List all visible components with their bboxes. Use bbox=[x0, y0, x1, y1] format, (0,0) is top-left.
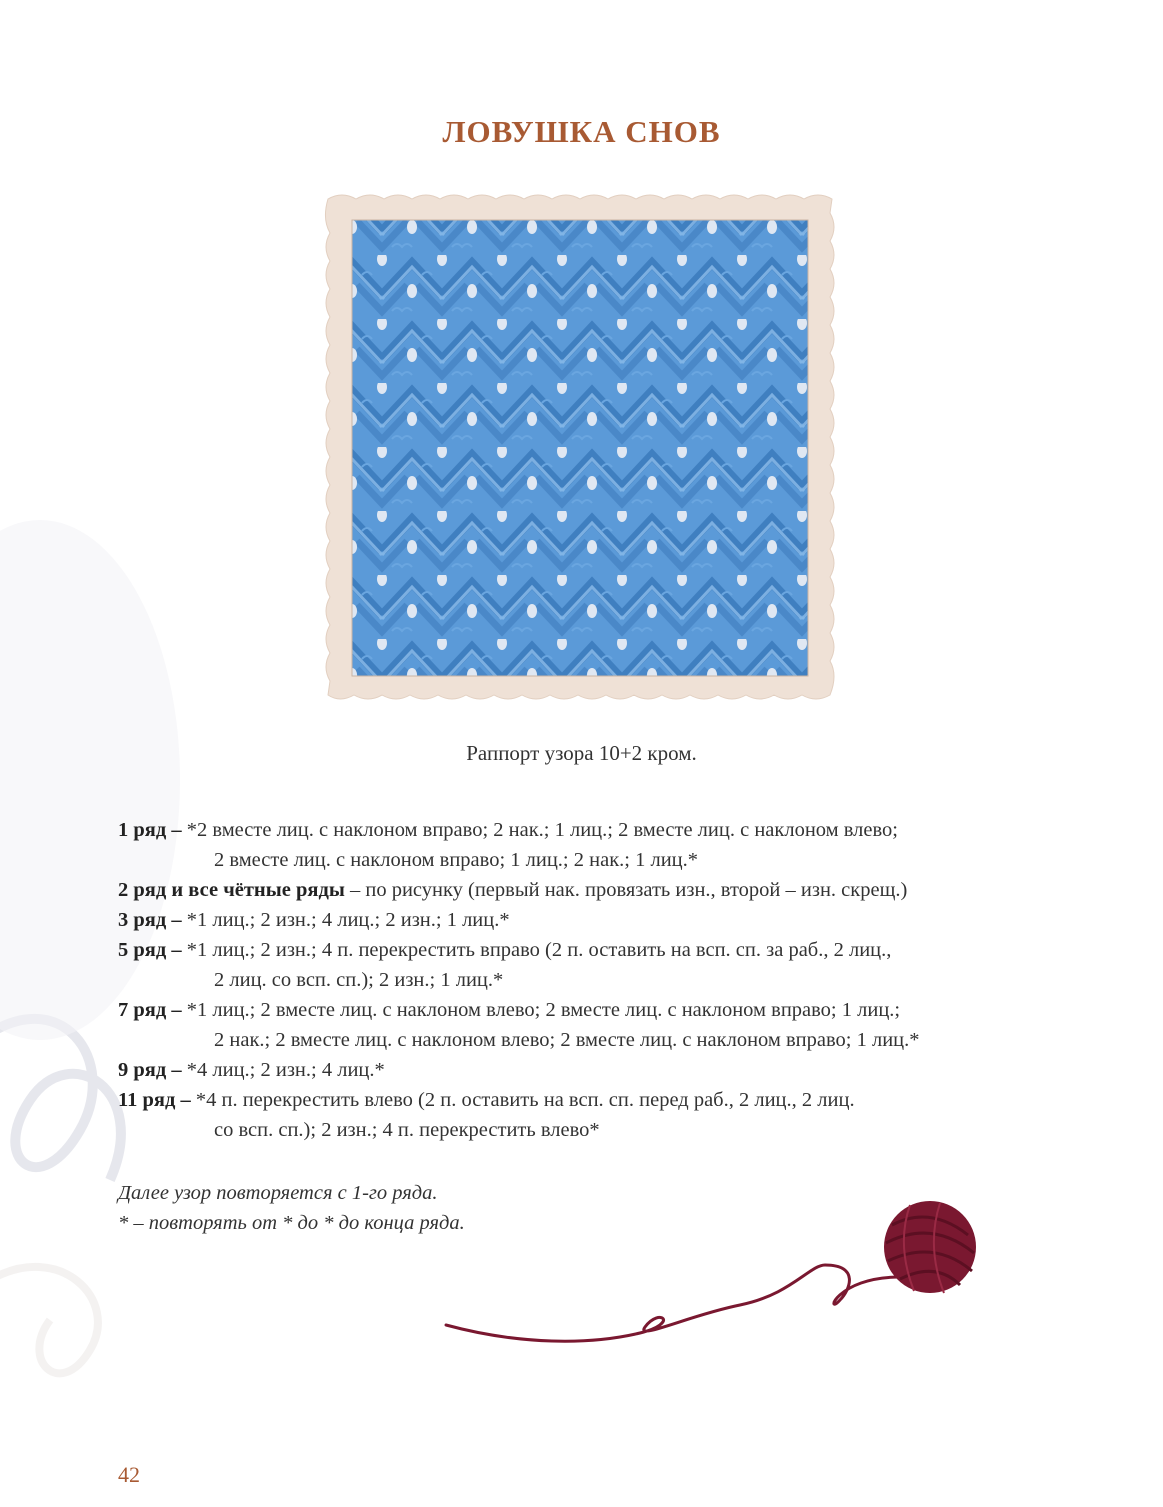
row-text: *1 лиц.; 2 изн.; 4 лиц.; 2 изн.; 1 лиц.* bbox=[186, 909, 510, 931]
row-text: *1 лиц.; 2 вместе лиц. с наклоном влево; 2 вместе лиц. с наклоном вправо; 1 лиц.; bbox=[186, 999, 901, 1021]
row-continuation: 2 вместе лиц. с наклоном вправо; 1 лиц.; 2 нак.; 1 лиц.* bbox=[214, 849, 699, 871]
row-label: 3 ряд – bbox=[118, 909, 187, 931]
row-label: 9 ряд – bbox=[118, 1059, 187, 1081]
row-text: *4 п. перекрестить влево (2 п. оставить на всп. сп. перед раб., 2 лиц., 2 лиц. bbox=[195, 1089, 855, 1111]
row-text: *2 вместе лиц. с наклоном вправо; 2 нак.; 1 лиц.; 2 вместе лиц. с наклоном влево; bbox=[186, 819, 898, 841]
row-instructions bbox=[118, 815, 1046, 1145]
asterisk-note: * – повторять от * до * до конца ряда. bbox=[118, 1212, 465, 1234]
yarn-ball-icon bbox=[440, 1195, 1000, 1355]
row-label: 5 ряд – bbox=[118, 939, 187, 961]
row-continuation: 2 лиц. со всп. сп.); 2 изн.; 1 лиц.* bbox=[214, 969, 504, 991]
row-11-instruction bbox=[118, 1085, 1046, 1145]
row-label: 2 ряд и все чётные ряды bbox=[118, 879, 345, 901]
row-continuation: 2 нак.; 2 вместе лиц. с наклоном влево; 2 вместе лиц. с наклоном вправо; 1 лиц.* bbox=[214, 1029, 920, 1051]
knitted-swatch-photo bbox=[322, 191, 838, 703]
page-title: ЛОВУШКА СНОВ bbox=[442, 114, 721, 149]
row-text: – по рисунку (первый нак. провязать изн., второй – изн. скрещ.) bbox=[344, 879, 908, 901]
row-7-instruction bbox=[118, 995, 1046, 1055]
row-2-instruction bbox=[118, 875, 1046, 905]
row-continuation: со всп. сп.); 2 изн.; 4 п. перекрестить влево* bbox=[214, 1119, 600, 1141]
row-label: 1 ряд – bbox=[118, 819, 187, 841]
row-text: *1 лиц.; 2 изн.; 4 п. перекрестить вправо (2 п. оставить на всп. сп. за раб., 2 лиц., bbox=[186, 939, 892, 961]
row-1-instruction bbox=[118, 815, 1046, 875]
row-text: *4 лиц.; 2 изн.; 4 лиц.* bbox=[186, 1059, 385, 1081]
row-label: 7 ряд – bbox=[118, 999, 187, 1021]
pattern-repeat-caption: Раппорт узора 10+2 кром. bbox=[466, 741, 697, 765]
row-9-instruction bbox=[118, 1055, 1046, 1085]
row-5-instruction bbox=[118, 935, 1046, 995]
row-3-instruction bbox=[118, 905, 1046, 935]
row-label: 11 ряд – bbox=[118, 1089, 196, 1111]
page-number: 42 bbox=[118, 1462, 140, 1487]
repeat-note: Далее узор повторяется с 1-го ряда. bbox=[118, 1182, 438, 1204]
